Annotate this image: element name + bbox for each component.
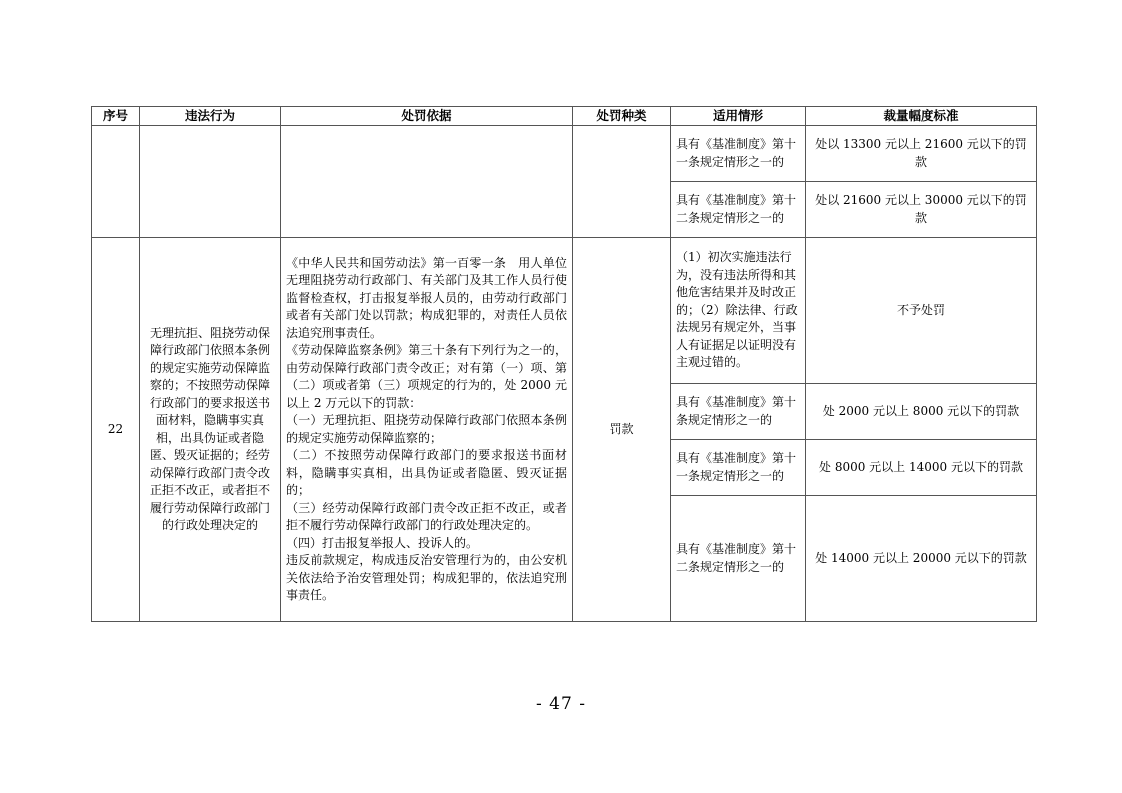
header-penalty-type: 处罚种类 bbox=[573, 107, 671, 126]
situation-cell: 具有《基准制度》第十一条规定情形之一的 bbox=[671, 126, 806, 182]
situation-cell: （1）初次实施违法行为，没有违法所得和其他危害结果并及时改正的；（2）除法律、行政法规另有规定外，当事人有证据足以证明没有主观过错的。 bbox=[671, 238, 806, 384]
penalty-basis bbox=[281, 238, 573, 622]
violation-description: 无理抗拒、阻挠劳动保障行政部门依照本条例的规定实施劳动保障监察的；不按照劳动保障行政部门的要求报送书面材料，隐瞒事实真相，出具伪证或者隐匿、毁灭证据的；经劳动保障行政部门责令改正拒不改正，或者拒不履行劳动保障行政部门的行政处理决定的 bbox=[140, 238, 281, 622]
situation-cell: 具有《基准制度》第十二条规定情形之一的 bbox=[671, 496, 806, 622]
situation-cell: 具有《基准制度》第十二条规定情形之一的 bbox=[671, 182, 806, 238]
situation-cell: 具有《基准制度》第十条规定情形之一的 bbox=[671, 384, 806, 440]
item-number: 22 bbox=[92, 238, 140, 622]
continued-basis-cell bbox=[281, 126, 573, 238]
basis-paragraph: （三）经劳动保障行政部门责令改正拒不改正，或者拒不履行劳动保障行政部门的行政处理决定的。 bbox=[286, 500, 567, 532]
basis-paragraph: 《劳动保障监察条例》第三十条有下列行为之一的，由劳动保障行政部门责令改正；对有第（一）项、第（二）项或者第（三）项规定的行为的，处 2000 元以上 2 万元以下的罚款： bbox=[286, 343, 567, 410]
basis-paragraph: 违反前款规定，构成违反治安管理行为的，由公安机关依法给予治安管理处罚；构成犯罪的，依法追究刑事责任。 bbox=[286, 553, 567, 602]
standard-cell: 处 14000 元以上 20000 元以下的罚款 bbox=[806, 496, 1037, 622]
basis-paragraph: （一）无理抗拒、阻挠劳动保障行政部门依照本条例的规定实施劳动保障监察的； bbox=[286, 413, 567, 445]
penalty-type: 罚款 bbox=[573, 238, 671, 622]
header-number: 序号 bbox=[92, 107, 140, 126]
table-header-row bbox=[92, 107, 1037, 126]
continued-number-cell bbox=[92, 126, 140, 238]
penalty-standards-table bbox=[91, 106, 1037, 622]
continued-penalty-type-cell bbox=[573, 126, 671, 238]
continued-violation-cell bbox=[140, 126, 281, 238]
header-situation: 适用情形 bbox=[671, 107, 806, 126]
situation-cell: 具有《基准制度》第十一条规定情形之一的 bbox=[671, 440, 806, 496]
basis-paragraph: 《中华人民共和国劳动法》第一百零一条 用人单位无理阻挠劳动行政部门、有关部门及其工作人员行使监督检查权，打击报复举报人员的，由劳动行政部门或者有关部门处以罚款；构成犯罪的，对责任人员依法追究刑事责任。 bbox=[286, 255, 567, 340]
header-violation: 违法行为 bbox=[140, 107, 281, 126]
header-basis: 处罚依据 bbox=[281, 107, 573, 126]
basis-paragraph: （四）打击报复举报人、投诉人的。 bbox=[286, 535, 479, 550]
basis-paragraph: （二）不按照劳动保障行政部门的要求报送书面材料，隐瞒事实真相，出具伪证或者隐匿、毁灭证据的； bbox=[286, 448, 567, 497]
standard-cell: 不予处罚 bbox=[806, 238, 1037, 384]
standard-cell: 处 2000 元以上 8000 元以下的罚款 bbox=[806, 384, 1037, 440]
header-standard: 裁量幅度标准 bbox=[806, 107, 1037, 126]
standard-cell: 处以 13300 元以上 21600 元以下的罚款 bbox=[806, 126, 1037, 182]
table-row bbox=[92, 238, 1037, 384]
page-number: - 47 - bbox=[536, 694, 586, 714]
table-row bbox=[92, 126, 1037, 182]
standard-cell: 处 8000 元以上 14000 元以下的罚款 bbox=[806, 440, 1037, 496]
standard-cell: 处以 21600 元以上 30000 元以下的罚款 bbox=[806, 182, 1037, 238]
